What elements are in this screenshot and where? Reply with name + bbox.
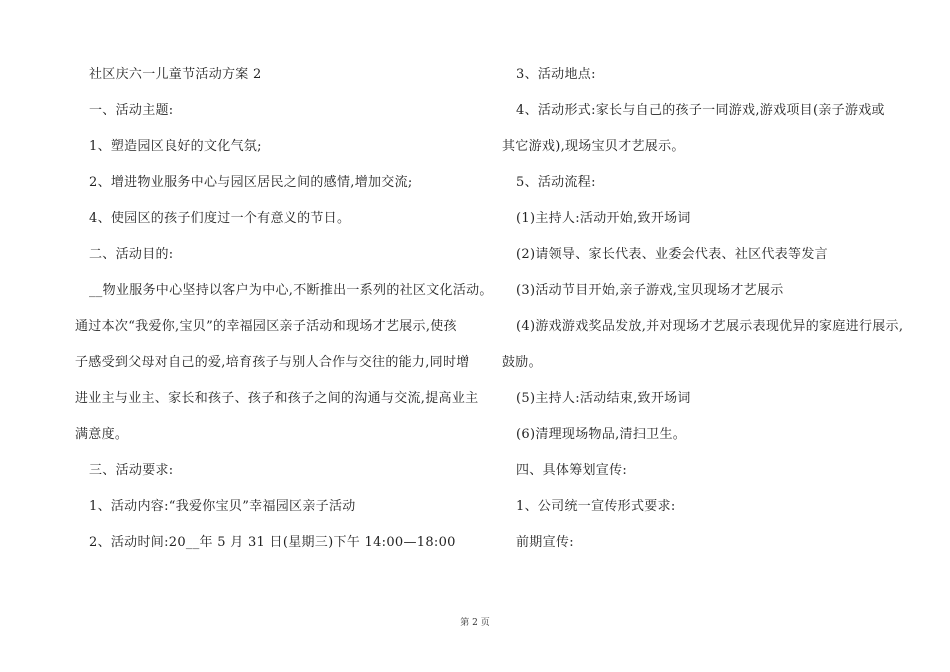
- paragraph-line: __物业服务中心坚持以客户为中心,不断推出一系列的社区文化活动。: [89, 283, 493, 298]
- list-item: 1、塑造园区良好的文化气氛;: [89, 139, 262, 154]
- list-item: 1、活动内容:“我爱你宝贝”幸福园区亲子活动: [89, 499, 356, 514]
- paragraph-line: 鼓励。: [502, 355, 542, 370]
- list-item: (5)主持人:活动结束,致开场词: [516, 391, 691, 406]
- paragraph-line: 通过本次“我爱你,宝贝”的幸福园区亲子活动和现场才艺展示,使孩: [75, 319, 457, 334]
- section-heading-theme: 一、活动主题:: [89, 103, 174, 118]
- list-item: 3、活动地点:: [516, 67, 596, 82]
- list-item: (4)游戏游戏奖品发放,并对现场才艺展示表现优异的家庭进行展示,: [516, 319, 904, 334]
- list-item: 4、活动形式:家长与自己的孩子一同游戏,游戏项目(亲子游戏或: [516, 103, 885, 118]
- document-title: 社区庆六一儿童节活动方案 2: [89, 67, 262, 82]
- section-heading-requirements: 三、活动要求:: [89, 463, 174, 478]
- list-item: 2、活动时间:20__年 5 月 31 日(星期三)下午 14:00—18:00: [89, 535, 456, 550]
- list-item: 前期宣传:: [516, 535, 574, 550]
- section-heading-publicity: 四、具体筹划宣传:: [516, 463, 628, 478]
- list-item: 2、增进物业服务中心与园区居民之间的感情,增加交流;: [89, 175, 413, 190]
- paragraph-line: 其它游戏),现场宝贝才艺展示。: [502, 139, 685, 154]
- section-heading-purpose: 二、活动目的:: [89, 247, 174, 262]
- list-item: (2)请领导、家长代表、业委会代表、社区代表等发言: [516, 247, 828, 262]
- list-item: 4、使园区的孩子们度过一个有意义的节日。: [89, 211, 351, 226]
- list-item: 5、活动流程:: [516, 175, 596, 190]
- list-item: (6)清理现场物品,清扫卫生。: [516, 427, 687, 442]
- list-item: 1、公司统一宣传形式要求:: [516, 499, 676, 514]
- page-number: 第 2 页: [460, 618, 490, 628]
- list-item: (1)主持人:活动开始,致开场词: [516, 211, 691, 226]
- paragraph-line: 进业主与业主、家长和孩子、孩子和孩子之间的沟通与交流,提高业主: [75, 391, 479, 406]
- paragraph-line: 满意度。: [75, 427, 129, 442]
- paragraph-line: 子感受到父母对自己的爱,培育孩子与别人合作与交往的能力,同时增: [75, 355, 470, 370]
- list-item: (3)活动节目开始,亲子游戏,宝贝现场才艺展示: [516, 283, 784, 298]
